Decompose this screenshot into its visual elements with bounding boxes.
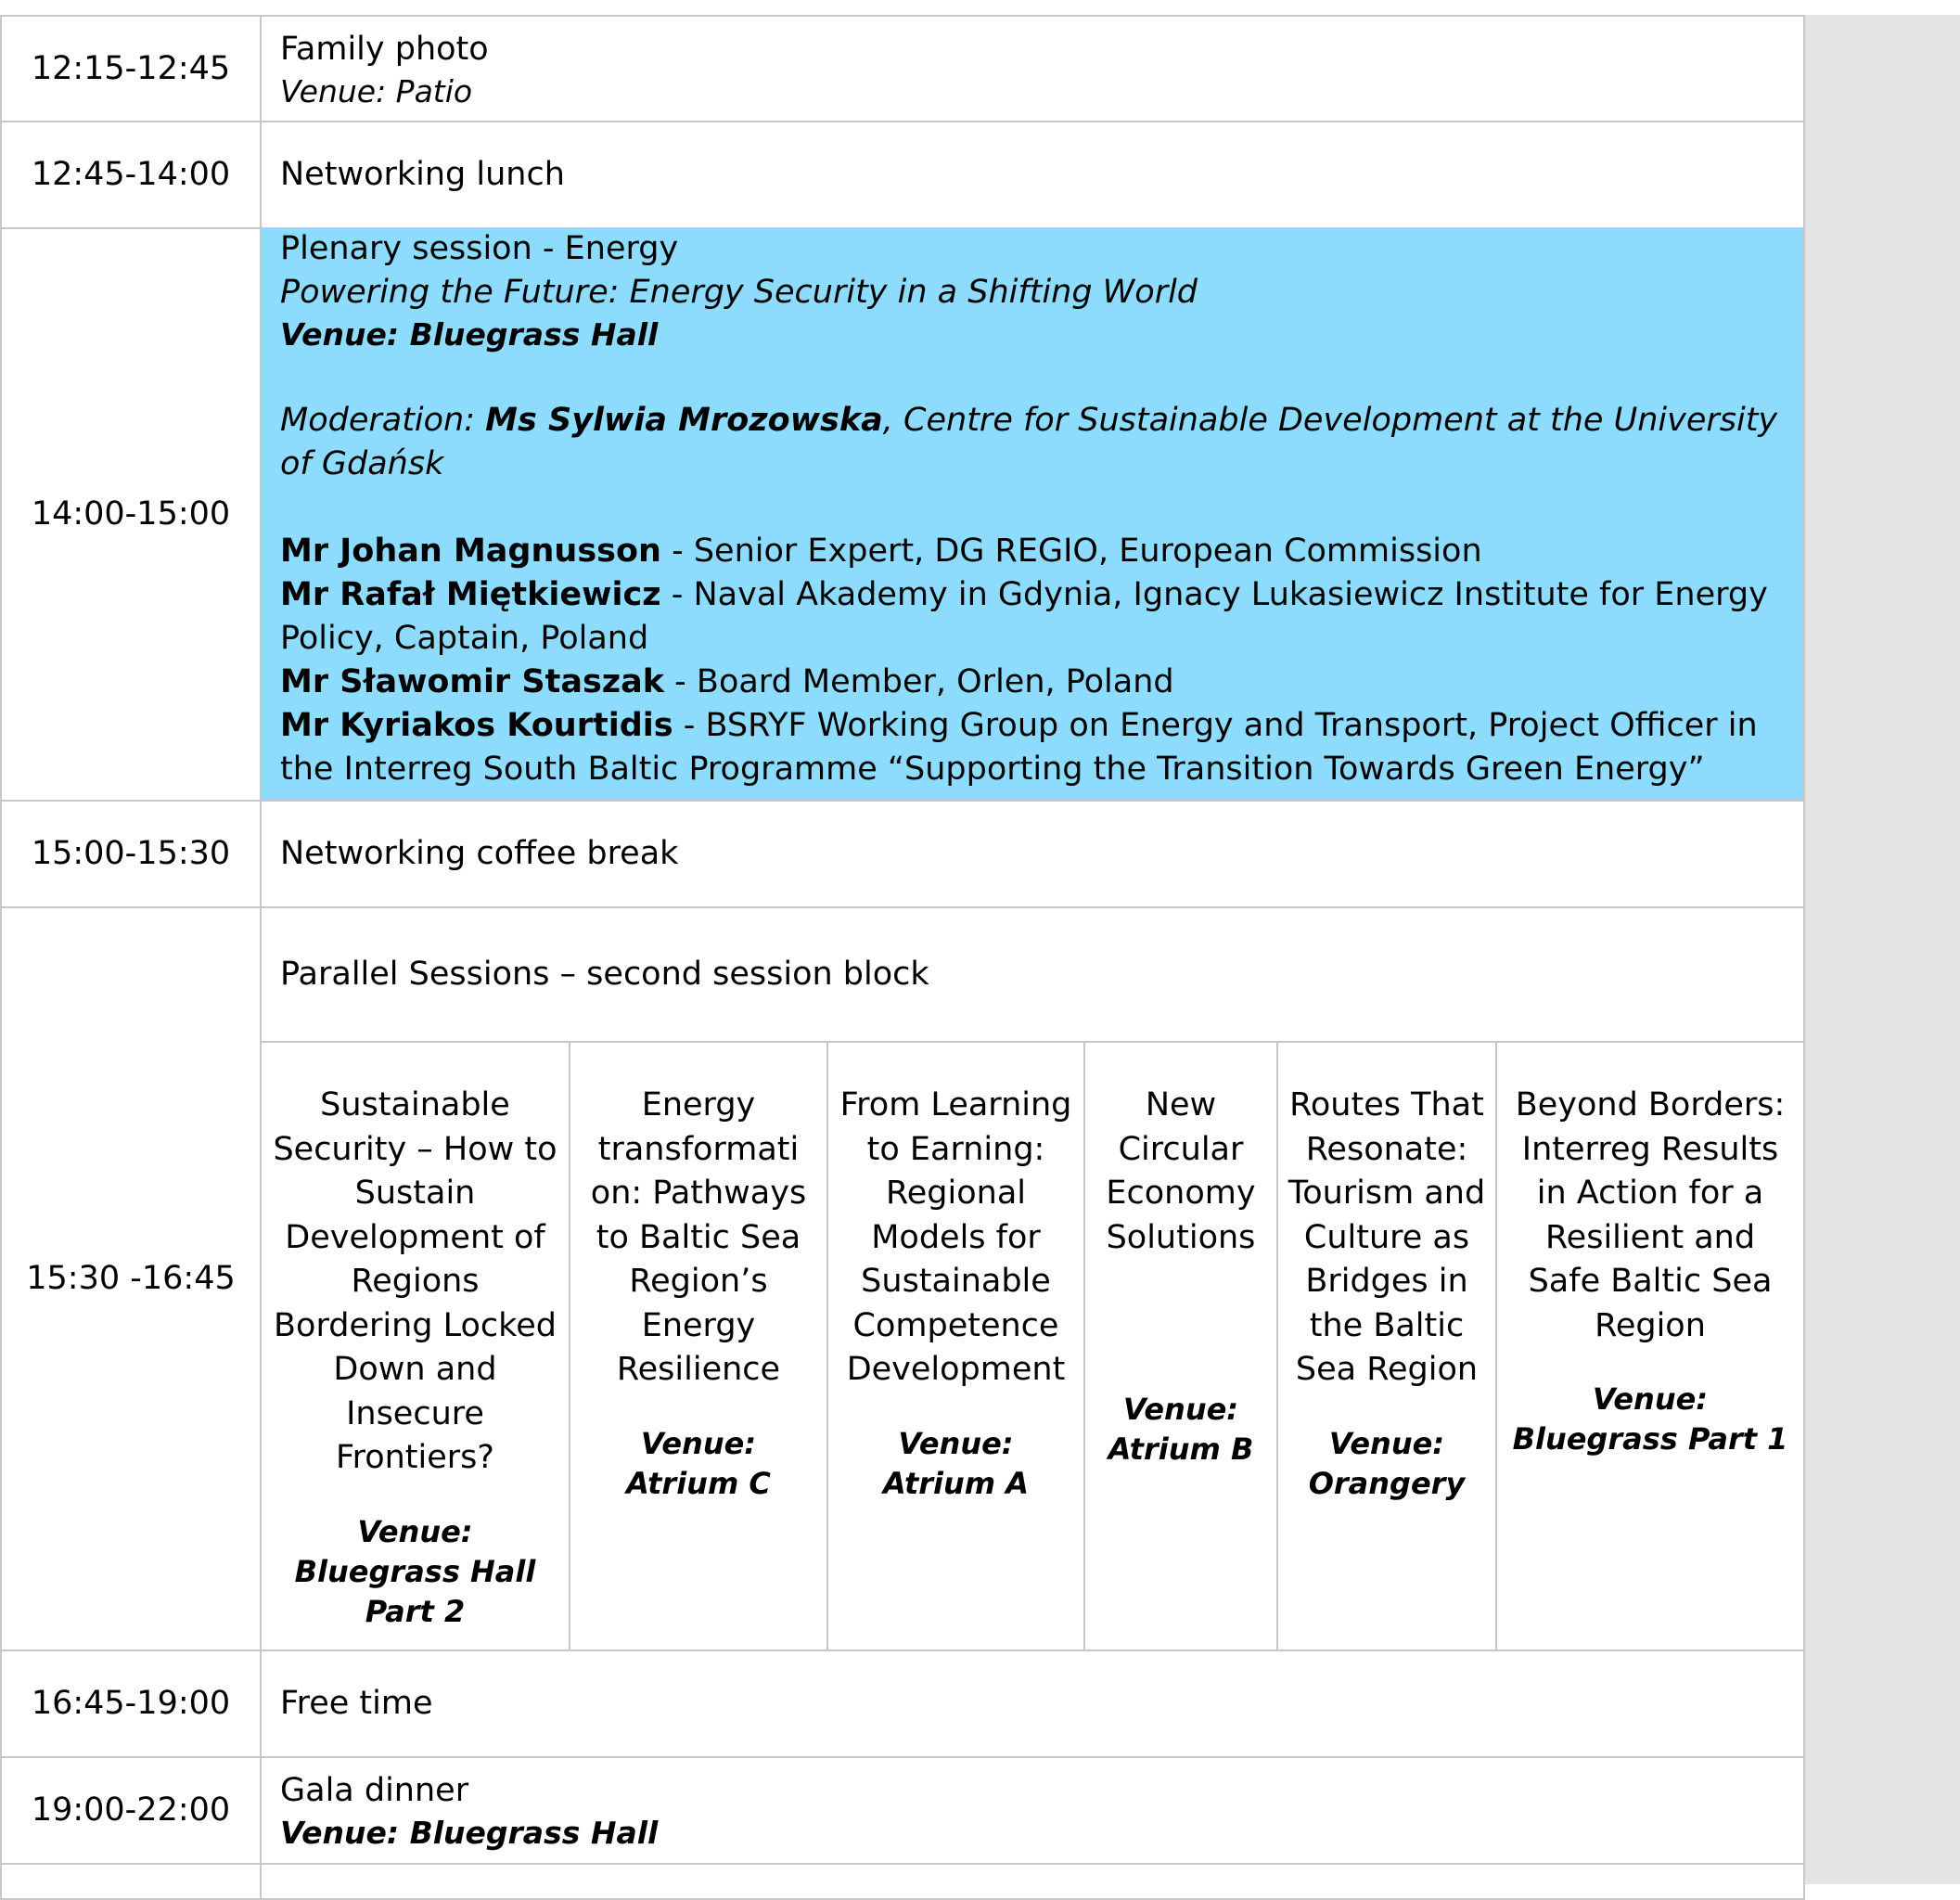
parallel-header-cell [260, 906, 1805, 1043]
time-cell-parallel [0, 906, 262, 1651]
venue-name: Atrium A [882, 1465, 1030, 1501]
time-label: 12:15-12:45 [31, 49, 231, 87]
moderator-affiliation: , Centre for Sustainable Development at the University of Gdańsk [280, 402, 1778, 482]
plenary-title: Plenary session - Energy [280, 230, 679, 267]
speaker-role: - Senior Expert, DG REGIO, European Commission [660, 533, 1482, 570]
right-gutter [1803, 15, 1960, 1884]
venue-label: Venue: [357, 1513, 473, 1549]
speaker-role: - Naval Akademy in Gdynia, Ignacy Lukasiewicz Institute for Energy Policy, Captain, Poland [280, 576, 1768, 657]
session-title: Energy transformati on: Pathways to Baltic Sea Region’s Energy Resilience [590, 1086, 807, 1388]
session-title: Beyond Borders: Interreg Results in Action for a Resilient and Safe Baltic Sea Region [1515, 1086, 1786, 1344]
session-title: From Learning to Earning: Regional Models for Sustainable Competence Development [839, 1086, 1072, 1388]
venue-name: Atrium C [626, 1465, 771, 1501]
moderator-name: Ms Sylwia Mrozowska [485, 402, 883, 439]
time-label: 19:00-22:00 [31, 1791, 231, 1829]
time-cell-plenary [0, 227, 262, 802]
parallel-title: Parallel Sessions – second session block [280, 956, 929, 993]
time-cell-family-photo [0, 15, 262, 122]
event-cell-gala [260, 1756, 1805, 1865]
plenary-venue: Venue: Bluegrass Hall [280, 316, 659, 353]
time-cell-free-time [0, 1650, 262, 1758]
venue-name: Orangery [1308, 1465, 1466, 1501]
time-label: 15:30 -16:45 [26, 1260, 236, 1297]
speaker-4 [280, 704, 1785, 791]
event-venue: Venue: Bluegrass Hall [280, 1815, 659, 1851]
venue-name: Atrium B [1108, 1431, 1254, 1467]
speaker-name: Mr Kyriakos Kourtidis [280, 707, 673, 744]
event-title: Networking lunch [280, 156, 565, 193]
parallel-session-5 [1276, 1041, 1497, 1651]
time-label: 16:45-19:00 [31, 1685, 231, 1722]
event-venue: Venue: Patio [280, 73, 473, 109]
event-cell-coffee [260, 800, 1805, 908]
time-cell-gala [0, 1756, 262, 1865]
time-cell-coffee [0, 800, 262, 908]
speaker-3 [280, 661, 1785, 704]
plenary-subtitle: Powering the Future: Energy Security in a Shifting World [280, 274, 1198, 311]
moderation-label: Moderation: [280, 402, 486, 439]
speaker-role: - Board Member, Orlen, Poland [664, 663, 1174, 700]
event-title: Family photo [280, 31, 489, 68]
speaker-1 [280, 530, 1785, 573]
time-label: 15:00-15:30 [31, 835, 231, 872]
parallel-session-2 [569, 1041, 828, 1651]
speaker-name: Mr Sławomir Staszak [280, 663, 665, 700]
speaker-2 [280, 573, 1785, 661]
time-cell-next [0, 1863, 262, 1900]
event-title: Free time [280, 1685, 433, 1722]
venue-label: Venue: [1328, 1425, 1445, 1461]
venue-label: Venue: [640, 1425, 757, 1461]
parallel-session-3 [826, 1041, 1085, 1651]
venue-name: Bluegrass Part 1 [1512, 1421, 1788, 1457]
plenary-moderation [280, 399, 1785, 486]
event-cell-plenary [260, 227, 1805, 802]
event-cell-free-time [260, 1650, 1805, 1758]
event-title: Networking coffee break [280, 835, 679, 872]
event-cell-family-photo [260, 15, 1805, 122]
venue-label: Venue: [898, 1425, 1014, 1461]
venue-label: Venue: [1122, 1392, 1239, 1427]
event-cell-next [260, 1863, 1805, 1900]
speaker-role: - BSRYF Working Group on Energy and Transport, Project Officer in the Interreg South Baltic Programme “Supporting the Transition Towards Green Energy” [280, 707, 1758, 788]
parallel-session-4 [1083, 1041, 1278, 1651]
speaker-name: Mr Johan Magnusson [280, 533, 661, 570]
speaker-name: Mr Rafał Miętkiewicz [280, 576, 661, 613]
venue-label: Venue: [1592, 1381, 1709, 1417]
session-title: New Circular Economy Solutions [1106, 1086, 1256, 1256]
session-title: Routes That Resonate: Tourism and Culture as Bridges in the Baltic Sea Region [1287, 1086, 1486, 1388]
parallel-session-1 [260, 1041, 570, 1651]
event-cell-lunch [260, 121, 1805, 229]
parallel-session-6 [1495, 1041, 1805, 1651]
session-title: Sustainable Security – How to Sustain Development of Regions Bordering Locked Down and Insecure Frontiers? [273, 1086, 557, 1476]
venue-name: Bluegrass Hall Part 2 [294, 1553, 536, 1629]
event-title: Gala dinner [280, 1772, 469, 1809]
time-cell-lunch [0, 121, 262, 229]
time-label: 12:45-14:00 [31, 156, 231, 193]
time-label: 14:00-15:00 [31, 495, 231, 533]
